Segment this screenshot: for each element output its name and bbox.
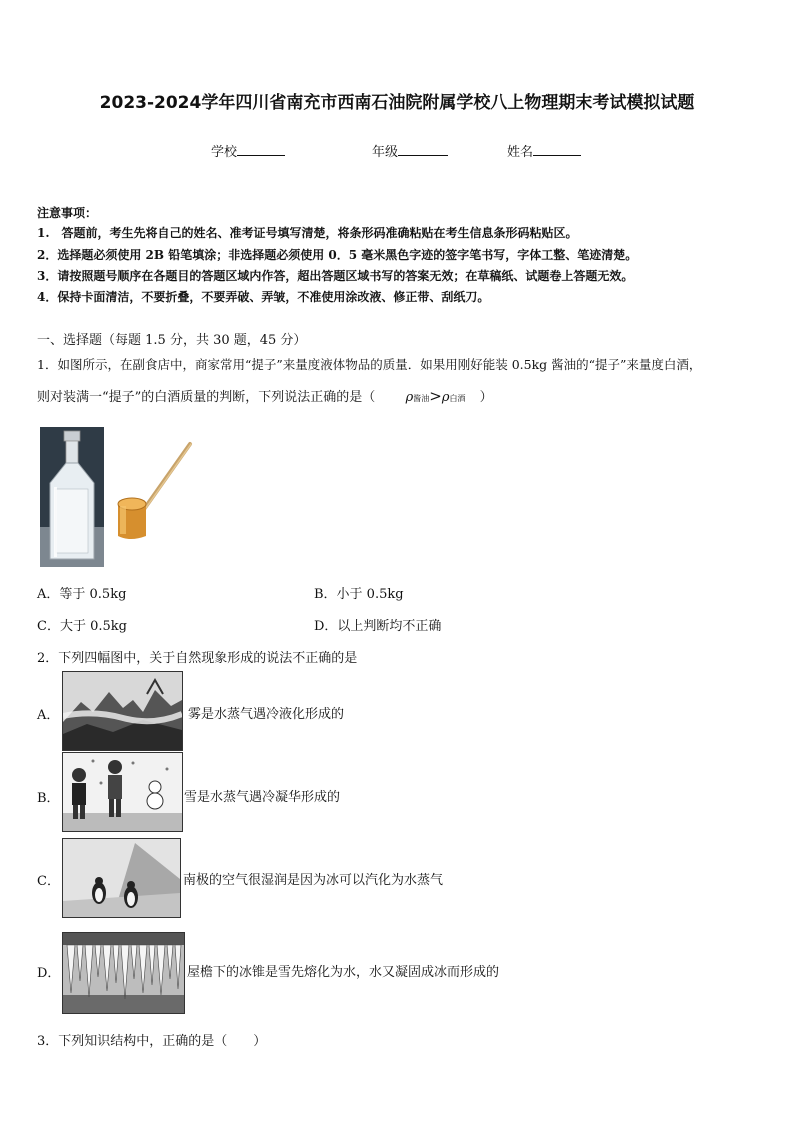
name-field: [507, 141, 581, 160]
notice-item: 1. 答题前，考生先将自己的姓名、准考证号填写清楚，将条形码准确粘贴在考生信息条形码粘贴区。: [37, 226, 578, 240]
q1-stem-line1: 1．如图所示，在副食店中，商家常用“提子”来量度液体物品的质量．如果用刚好能装 0.5kg 酱油的“提子”来量度白酒，: [37, 357, 702, 372]
notice-item: 3．请按照题号顺序在各题目的答题区域内作答，超出答题区域书写的答案无效；在草稿纸、试题卷上答题无效。: [37, 269, 634, 283]
q2-option-b-text[interactable]: 雪是水蒸气遇冷凝华形成的: [184, 790, 341, 805]
q2-option-a-letter[interactable]: A．: [37, 708, 60, 723]
q2-option-a-text[interactable]: 雾是水蒸气遇冷液化形成的: [188, 707, 345, 722]
document-title: 2023-2024学年四川省南充市西南石油院附属学校八上物理期末考试模拟试题: [99, 93, 695, 113]
rho-sub-soy: 酱油: [413, 394, 430, 403]
rho-symbol: ρ: [441, 390, 450, 405]
q1-option-b[interactable]: B．小于 0.5kg: [314, 587, 404, 602]
notice-item: 4．保持卡面清洁，不要折叠，不要弄破、弄皱，不准使用涂改液、修正带、刮纸刀。: [37, 290, 490, 304]
bottle-image: [40, 427, 104, 567]
q2-option-b-letter[interactable]: B．: [37, 791, 60, 806]
greater-than: >: [429, 387, 442, 405]
icicle-image: [62, 932, 185, 1014]
icicles-icon: [63, 933, 184, 1013]
grade-field: [372, 141, 448, 160]
ladle-image: [110, 440, 195, 545]
bottle-icon: [40, 427, 104, 567]
q2-stem: 2．下列四幅图中，关于自然现象形成的说法不正确的是: [37, 651, 358, 666]
name-blank[interactable]: [533, 143, 581, 156]
notice-heading: 注意事项：: [37, 206, 98, 220]
notice-item: 2．选择题必须使用 2B 铅笔填涂；非选择题必须使用 0．5 毫米黑色字迹的签字笔书写，字体工整、笔迹清楚。: [37, 248, 638, 262]
q2-option-d-text[interactable]: 屋檐下的冰锥是雪先熔化为水，水又凝固成冰而形成的: [187, 965, 500, 980]
grade-label: 年级: [372, 145, 399, 160]
mountain-fog-icon: [63, 672, 182, 750]
snow-image: [62, 752, 183, 832]
grade-blank[interactable]: [398, 143, 448, 156]
q1-option-c[interactable]: C．大于 0.5kg: [37, 619, 127, 634]
q1-option-a[interactable]: A．等于 0.5kg: [37, 587, 127, 602]
name-label: 姓名: [507, 145, 534, 160]
school-label: 学校: [211, 145, 238, 160]
q2-option-c-text[interactable]: 南极的空气很湿润是因为冰可以汽化为水蒸气: [183, 873, 444, 888]
ladle-icon: [110, 440, 195, 545]
rho-symbol: ρ: [405, 390, 414, 405]
snow-kids-icon: [63, 753, 182, 831]
antarctic-image: [62, 838, 181, 918]
q1-close-paren: ）: [479, 390, 493, 405]
q2-option-c-letter[interactable]: C．: [37, 874, 60, 889]
penguins-icon: [63, 839, 180, 917]
q1-option-d[interactable]: D．以上判断均不正确: [314, 619, 442, 634]
section-heading: 一、选择题（每题 1.5 分，共 30 题，45 分）: [37, 333, 307, 348]
fog-image: [62, 671, 183, 751]
school-blank[interactable]: [237, 143, 285, 156]
q1-stem-text: 则对装满一“提子”的白酒质量的判断，下列说法正确的是（: [37, 390, 376, 405]
q1-stem-line2: [37, 386, 493, 405]
q3-stem: 3．下列知识结构中，正确的是（ ）: [37, 1034, 267, 1049]
q2-option-d-letter[interactable]: D．: [37, 966, 61, 981]
rho-sub-liquor: 白酒: [449, 394, 466, 403]
school-field: [211, 141, 285, 160]
